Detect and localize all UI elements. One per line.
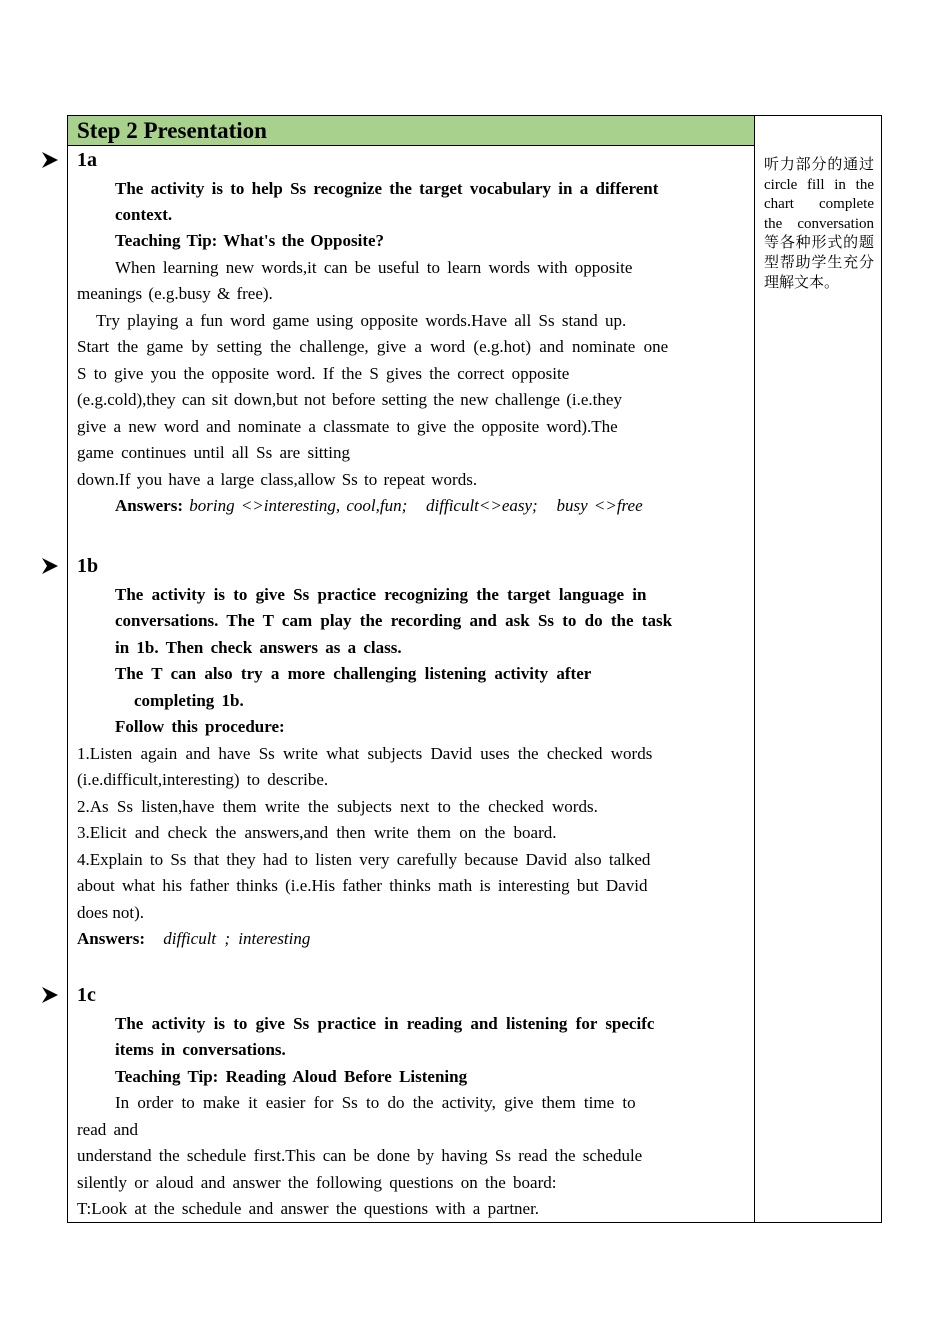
paragraph-line: down.If you have a large class,allow Ss to repeat words. [77, 470, 478, 489]
extra-line: completing 1b. [134, 691, 244, 710]
section-label: 1a [77, 149, 97, 171]
procedure-step: about what his father thinks (i.e.His father thinks math is interesting but David [77, 876, 648, 895]
aim-line: conversations. The T cam play the recording and ask Ss to do the task [115, 611, 673, 630]
procedure-label: Follow this procedure: [115, 717, 285, 736]
answers-label: Answers: [77, 929, 145, 948]
answers-text: boring <>interesting, cool,fun; difficult<>easy; busy <>free [189, 496, 643, 515]
answers-line [115, 496, 643, 516]
paragraph-line: S to give you the opposite word. If the S gives the correct opposite [77, 364, 570, 383]
step-header: Step 2 Presentation [68, 116, 754, 146]
paragraph-line: read and [77, 1120, 139, 1139]
side-note: 听力部分的通过 circle fill in the chart complete the conversation 等各种形式的题型帮助学生充分理解文本。 [764, 157, 874, 291]
procedure-step: 3.Elicit and check the answers,and then write them on the board. [77, 823, 557, 842]
aim-line: The activity is to give Ss practice recognizing the target language in [115, 585, 647, 604]
arrow-bullet-icon [40, 556, 60, 576]
answers-text: difficult ; interesting [163, 929, 311, 948]
paragraph-line: give a new word and nominate a classmate to give the opposite word).The [77, 417, 618, 436]
paragraph-line: game continues until all Ss are sitting [77, 443, 350, 462]
paragraph-line: In order to make it easier for Ss to do the activity, give them time to [115, 1093, 636, 1112]
extra-line: The T can also try a more challenging listening activity after [115, 664, 592, 683]
paragraph-line: meanings (e.g.busy & free). [77, 284, 273, 303]
procedure-step: does not). [77, 903, 145, 922]
teaching-tip: Teaching Tip: Reading Aloud Before Listening [115, 1067, 468, 1086]
paragraph-line: Start the game by setting the challenge, give a word (e.g.hot) and nominate one [77, 337, 669, 356]
paragraph-line: silently or aloud and answer the following questions on the board: [77, 1173, 557, 1192]
paragraph-line: Try playing a fun word game using opposite words.Have all Ss stand up. [96, 311, 627, 330]
section-label: 1c [77, 984, 96, 1006]
teaching-tip: Teaching Tip: What's the Opposite? [115, 231, 385, 250]
procedure-step: (i.e.difficult,interesting) to describe. [77, 770, 329, 789]
paragraph-line: understand the schedule first.This can be done by having Ss read the schedule [77, 1146, 643, 1165]
paragraph-line: (e.g.cold),they can sit down,but not before setting the new challenge (i.e.they [77, 390, 622, 409]
paragraph-line: T:Look at the schedule and answer the questions with a partner. [77, 1199, 540, 1218]
answers-label: Answers: [115, 496, 183, 515]
arrow-bullet-icon [40, 985, 60, 1005]
section-label: 1b [77, 555, 99, 577]
aim-line: The activity is to help Ss recognize the target vocabulary in a different [115, 179, 659, 198]
answers-line [77, 929, 310, 949]
procedure-step: 1.Listen again and have Ss write what subjects David uses the checked words [77, 744, 653, 763]
arrow-bullet-icon [40, 150, 60, 170]
aim-line: context. [115, 205, 173, 224]
procedure-step: 2.As Ss listen,have them write the subjects next to the checked words. [77, 797, 598, 816]
procedure-step: 4.Explain to Ss that they had to listen very carefully because David also talked [77, 850, 651, 869]
paragraph-line: When learning new words,it can be useful to learn words with opposite [115, 258, 633, 277]
aim-line: items in conversations. [115, 1040, 286, 1059]
aim-line: The activity is to give Ss practice in reading and listening for specifc [115, 1014, 655, 1033]
aim-line: in 1b. Then check answers as a class. [115, 638, 402, 657]
